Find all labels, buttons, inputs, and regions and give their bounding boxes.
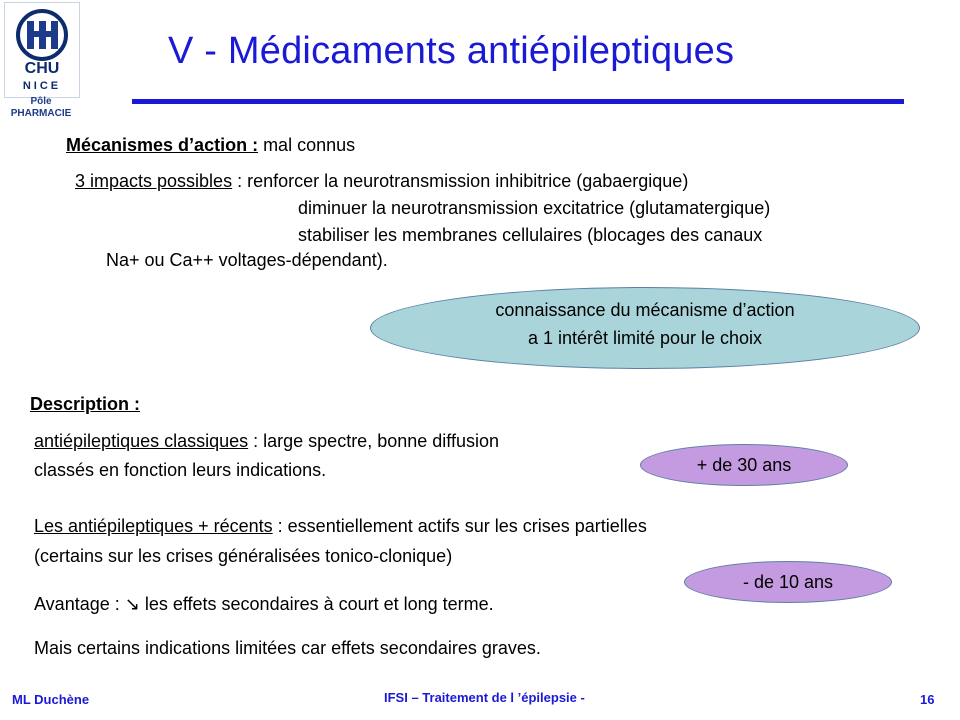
impacts-label: 3 impacts possibles xyxy=(75,171,233,191)
impacts-sep: : xyxy=(232,171,248,191)
classic-line xyxy=(34,430,499,452)
mechanisms-value: mal connus xyxy=(258,135,356,155)
mechanisms-line xyxy=(66,134,355,156)
impact-2: diminuer la neurotransmission excitatrice (glutamatergique) xyxy=(298,198,771,218)
recent-badge-text: - de 10 ans xyxy=(742,572,834,592)
note-line2: a 1 intérêt limité pour le choix xyxy=(527,328,763,348)
classic-text: : large spectre, bonne diffusion xyxy=(248,431,499,451)
classic-age-badge xyxy=(640,444,848,486)
impact-1: renforcer la neurotransmission inhibitrice (gabaergique) xyxy=(247,171,689,191)
recent-text: : essentiellement actifs sur les crises partielles xyxy=(272,516,647,536)
advantage-line: Avantage : ↘ les effets secondaires à court et long terme. xyxy=(34,594,494,614)
logo-brand: CHU xyxy=(24,60,60,77)
mechanisms-label: Mécanismes d’action : xyxy=(66,135,259,155)
logo-city: NICE xyxy=(22,80,62,92)
recent-label: Les antiépileptiques + récents xyxy=(34,516,273,536)
footer-author: ML Duchène xyxy=(12,692,90,707)
impacts-line xyxy=(75,170,688,192)
classic-badge-text: + de 30 ans xyxy=(696,455,792,475)
mechanism-note-ellipse xyxy=(370,287,920,369)
recent-age-badge xyxy=(684,561,892,603)
title-underline xyxy=(132,99,904,104)
impact-3-continued: Na+ ou Ca++ voltages-dépendant). xyxy=(106,250,388,270)
impact-3: stabiliser les membranes cellulaires (blocages des canaux xyxy=(298,225,763,245)
but-line: Mais certains indications limitées car effets secondaires graves. xyxy=(34,638,541,658)
slide-title: V - Médicaments antiépileptiques xyxy=(168,30,735,72)
chu-emblem-icon xyxy=(5,3,79,97)
classic-line2: classés en fonction leurs indications. xyxy=(34,460,327,480)
pole-line2: PHARMACIE xyxy=(10,108,72,119)
description-label: Description : xyxy=(30,394,141,414)
pole-line1: Pôle xyxy=(30,96,52,107)
classic-label: antiépileptiques classiques xyxy=(34,431,249,451)
pole-label xyxy=(0,96,82,120)
footer-course: IFSI – Traitement de l ’épilepsie - xyxy=(384,690,585,705)
chu-nice-logo xyxy=(4,2,80,98)
note-line1: connaissance du mécanisme d’action xyxy=(495,300,795,320)
footer-page-number: 16 xyxy=(920,692,935,707)
recent-line xyxy=(34,515,647,537)
recent-line2: (certains sur les crises généralisées tonico-clonique) xyxy=(34,546,453,566)
